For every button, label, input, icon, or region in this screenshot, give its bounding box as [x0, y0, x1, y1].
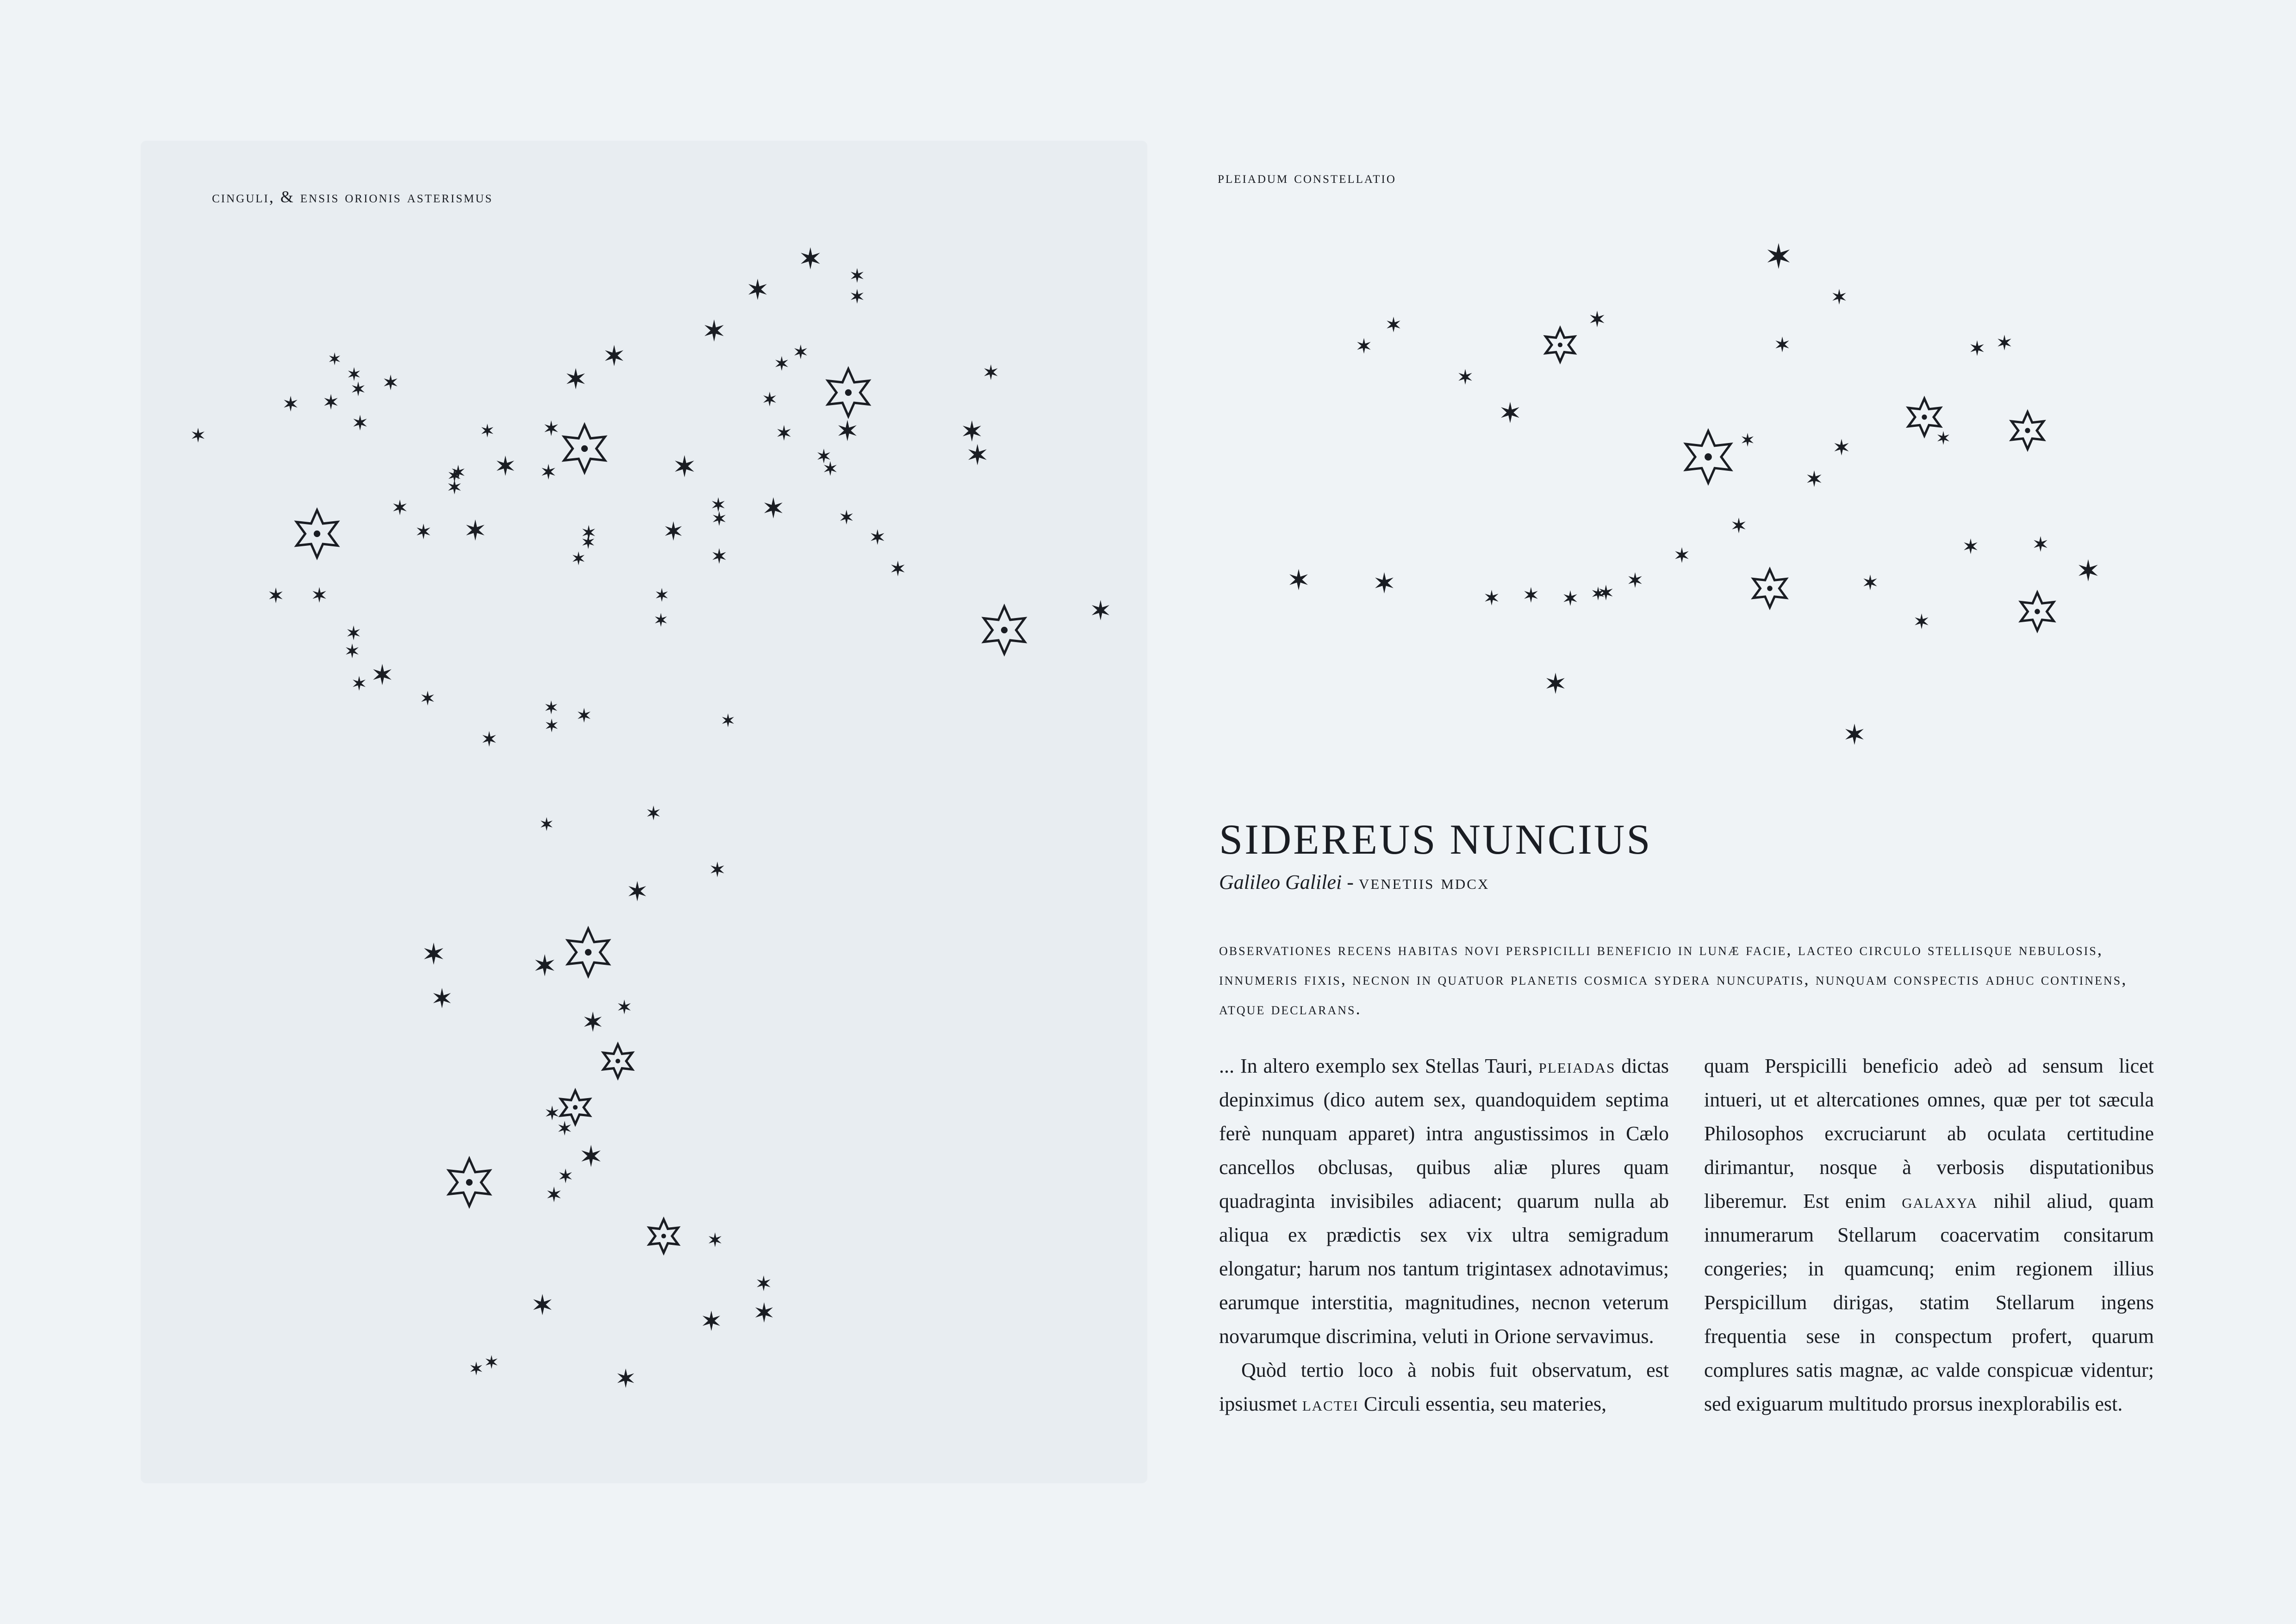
orion-star — [817, 449, 830, 463]
orion-star — [329, 352, 340, 365]
pleiades-star — [2034, 536, 2047, 552]
orion-star — [312, 587, 326, 603]
orion-star — [801, 247, 820, 269]
orion-star — [838, 420, 857, 441]
orion-star — [535, 954, 554, 976]
orion-star — [794, 344, 807, 359]
orion-star — [353, 676, 366, 691]
pleiades-star-center — [2025, 428, 2030, 433]
orion-star — [722, 713, 734, 727]
orion-star — [710, 862, 724, 877]
orion-star — [665, 521, 682, 541]
orion-star — [963, 420, 981, 442]
orion-star — [647, 806, 660, 820]
orion-star — [851, 289, 864, 304]
orion-star — [584, 1012, 602, 1032]
pleiades-star-center — [1922, 414, 1927, 419]
orion-star — [481, 424, 493, 437]
pleiades-star — [1524, 587, 1537, 603]
pleiades-star — [1289, 569, 1308, 590]
pleiades-star — [1964, 538, 1977, 554]
orion-star — [628, 881, 646, 901]
orion-star — [421, 691, 434, 706]
orion-star — [618, 999, 631, 1014]
orion-star-chart — [141, 141, 1147, 1483]
pleiades-star — [1387, 317, 1400, 332]
pleiades-star — [1563, 590, 1577, 606]
pleiades-star — [1937, 431, 1949, 445]
body-text-run: Quòd tertio loco à nobis fuit observatum, est ipsiusmet — [1219, 1359, 1669, 1415]
orion-star — [748, 279, 767, 300]
body-small-caps: galaxya — [1902, 1190, 1978, 1212]
orion-star — [541, 817, 553, 831]
orion-star — [547, 1187, 560, 1202]
orion-star — [373, 664, 392, 685]
pleiades-star-center — [1705, 453, 1712, 461]
pleiades-star — [1501, 402, 1519, 423]
orion-star — [348, 367, 360, 381]
pleiades-star-center — [1767, 586, 1772, 591]
body-paragraph-1 — [1219, 1049, 1669, 1353]
orion-star — [482, 731, 496, 747]
body-column-2 — [1704, 1049, 2154, 1421]
author-name: Galileo Galilei — [1219, 871, 1342, 893]
orion-star-center — [845, 389, 852, 396]
orion-star — [346, 643, 359, 658]
pleiades-star — [1834, 439, 1848, 456]
subtitle-separator: - — [1342, 871, 1359, 893]
orion-star — [764, 497, 783, 518]
orion-star — [558, 1121, 571, 1136]
orion-star — [775, 356, 788, 371]
orion-star — [466, 519, 485, 541]
pleiades-star — [1832, 289, 1846, 305]
orion-star — [840, 510, 853, 525]
orion-star — [968, 444, 987, 465]
orion-star — [763, 392, 776, 406]
orion-star — [713, 511, 726, 526]
orion-star — [656, 588, 668, 602]
orion-star — [617, 1368, 634, 1388]
pleiades-star — [1732, 518, 1745, 533]
orion-star — [324, 394, 337, 410]
orion-star — [1092, 600, 1109, 620]
orion-star — [675, 455, 694, 477]
orion-star — [284, 396, 297, 412]
book-title: SIDEREUS NUNCIUS — [1219, 816, 1652, 863]
orion-star — [578, 708, 591, 723]
orion-star-center — [314, 531, 320, 537]
pleiades-star — [1970, 340, 1984, 356]
orion-star — [470, 1362, 482, 1375]
abstract: observationes recens habitas novi perspicilli beneficio in lunæ facie, lacteo circulo stellisque nebulosis, innumeris fixis, necnon in quatuor planetis cosmica sydera nuncupatis, nunquam conspectis adhuc continens, atque declarans. — [1219, 940, 2128, 1018]
body-column-1 — [1219, 1049, 1669, 1421]
orion-star — [353, 415, 367, 431]
orion-star — [352, 381, 365, 396]
publication-place: venetiis mdcx — [1358, 871, 1490, 893]
pleiades-star — [1592, 587, 1604, 600]
orion-star — [485, 1355, 498, 1369]
orion-star — [384, 375, 397, 390]
orion-star — [703, 1311, 720, 1331]
pleiades-star — [1357, 338, 1370, 354]
orion-star — [545, 700, 557, 714]
orion-star — [559, 1168, 572, 1183]
orion-star — [546, 718, 558, 732]
pleiades-star-chart — [1203, 222, 2175, 778]
pleiades-star — [1675, 547, 1688, 563]
orion-star — [347, 625, 360, 640]
body-text-run: Circuli essentia, seu materies, — [1358, 1393, 1607, 1415]
pleiades-star — [1742, 433, 1754, 447]
orion-star — [605, 345, 623, 366]
pleiades-star — [1845, 724, 1864, 745]
orion-star — [417, 524, 430, 539]
orion-star-center — [573, 1105, 578, 1110]
orion-star-center — [585, 949, 591, 956]
pleiades-star — [1775, 337, 1789, 352]
orion-star — [572, 551, 585, 565]
pleiades-star — [1375, 572, 1394, 593]
body-text-run: ... In altero exemplo sex Stellas Tauri, — [1219, 1055, 1539, 1077]
orion-star — [192, 428, 205, 443]
orion-star — [448, 480, 461, 494]
orion-star — [755, 1302, 773, 1323]
body-paragraph-2-start — [1219, 1353, 1669, 1421]
orion-star-center — [661, 1234, 666, 1238]
orion-star — [269, 587, 282, 603]
orion-star — [709, 1232, 722, 1247]
book-subtitle — [1219, 870, 1489, 894]
orion-star — [891, 561, 904, 576]
orion-star — [497, 456, 514, 476]
orion-plate-caption: cinguli, & ensis orionis asterismus — [212, 187, 493, 206]
orion-star-center — [581, 445, 588, 452]
orion-star — [871, 529, 884, 545]
orion-star — [712, 548, 726, 564]
pleiades-star — [1807, 470, 1821, 487]
orion-star-center — [1001, 627, 1008, 633]
pleiades-star-center — [2035, 609, 2040, 614]
body-small-caps: pleiadas — [1538, 1055, 1616, 1077]
body-small-caps: lactei — [1302, 1393, 1359, 1415]
pleiades-star — [1915, 613, 1928, 629]
pleiades-star — [1767, 243, 1790, 269]
orion-star — [582, 535, 594, 549]
orion-star — [777, 425, 790, 441]
orion-star-center — [616, 1059, 620, 1063]
orion-star — [655, 613, 667, 627]
body-text-run: dictas depinximus (dico autem sex, quandoquidem septima ferè nunquam apparet) intra angustissimos in Cælo cancellos obclusas, quibus aliæ plures quam quadraginta invisibiles adiacent; quarum nulla ab aliqua ex prædictis sex vix ultra semigradum elongatur; harum nos tantum trigintasex adnotavimus; earumque interstitia, magnitudines, necnon veterum novarumque discrimina, veluti in Orione servavimus. — [1219, 1055, 1669, 1348]
pleiades-star — [1485, 590, 1498, 606]
pleiades-star — [1997, 335, 2011, 350]
orion-star — [851, 268, 864, 283]
orion-star — [424, 943, 443, 965]
orion-star — [544, 420, 558, 436]
orion-star — [433, 988, 451, 1008]
pleiades-star-center — [1558, 343, 1562, 347]
body-paragraph-2-continued — [1704, 1049, 2154, 1421]
pleiades-star — [2078, 559, 2098, 581]
orion-star — [757, 1275, 770, 1291]
orion-star — [541, 464, 555, 480]
orion-star — [704, 319, 724, 342]
orion-star — [581, 1145, 601, 1167]
pleiades-star — [1458, 369, 1472, 385]
orion-star — [824, 461, 837, 476]
body-text-run: quam Perspicilli beneficio adeò ad sensum licet intueri, ut et altercationes omnes, quæ per tot sæcula Philosophos excruciarunt ab oculata certitudine dirimantur, nosque à verbosis disputationibus liberemur. Est enim — [1704, 1055, 2154, 1212]
pleiades-plate-caption: pleiadum constellatio — [1218, 168, 1396, 187]
orion-star — [533, 1294, 552, 1315]
orion-star — [984, 364, 997, 380]
pleiades-star — [1863, 575, 1877, 590]
body-text-run: nihil aliud, quam innumerarum Stellarum coacervatim consitarum congeries; in quamcunq; enim regionem illius Perspicillum dirigas, statim Stellarum ingens frequentia sese in conspectum profert, quarum complures satis magnæ, ac valde conspicuæ videntur; sed exiguarum multitudo prorsus inexplorabilis est. — [1704, 1190, 2154, 1415]
orion-star — [712, 497, 725, 512]
orion-star-center — [466, 1179, 473, 1186]
orion-star — [393, 500, 406, 515]
pleiades-star — [1590, 311, 1604, 327]
pleiades-star — [1628, 572, 1642, 588]
orion-star — [546, 1106, 559, 1120]
pleiades-star — [1546, 673, 1565, 694]
orion-star — [566, 368, 585, 389]
